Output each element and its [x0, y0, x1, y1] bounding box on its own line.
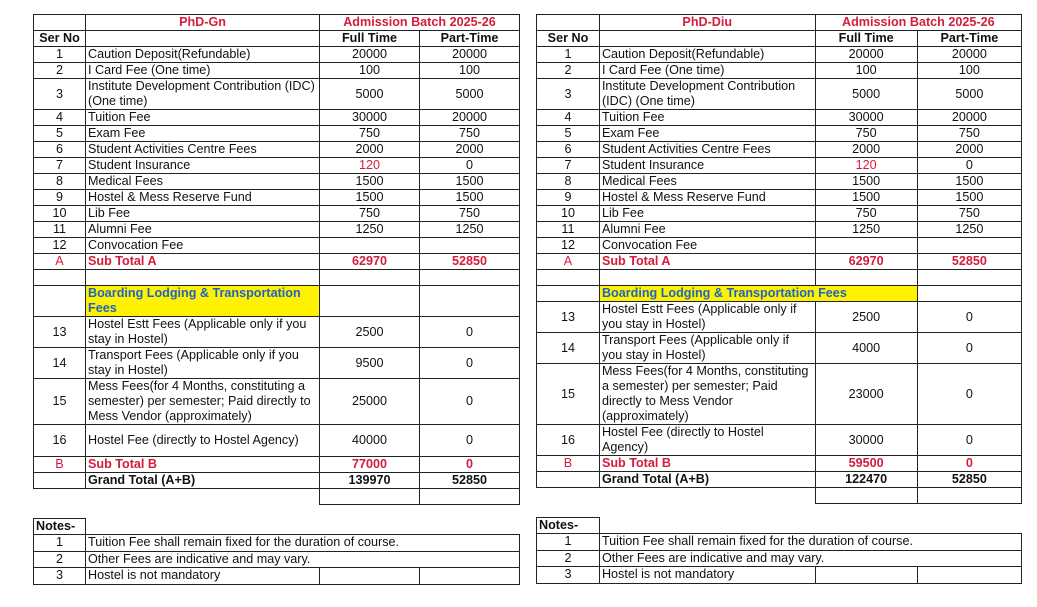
header-row: [537, 31, 1022, 47]
table-row: [34, 63, 520, 79]
note-text: Tuition Fee shall remain fixed for the duration of course.: [599, 534, 1021, 551]
ser-cell: 1: [34, 47, 86, 63]
subtotal-a-full-time: 62970: [320, 254, 420, 270]
note-ser: 1: [537, 534, 600, 551]
ser-cell: 16: [537, 425, 600, 456]
full-time-cell: 100: [320, 63, 420, 79]
full-time-cell: 120: [815, 158, 917, 174]
grand-total-label: Grand Total (A+B): [86, 473, 320, 489]
notes-table: [536, 517, 1022, 584]
ser-cell: 15: [34, 379, 86, 425]
notes-header-row: [537, 517, 1022, 534]
section-b-title: Boarding Lodging & Transportation Fees: [599, 286, 917, 302]
ser-cell: 10: [537, 206, 600, 222]
title-row: [537, 15, 1022, 31]
table-row: [34, 47, 520, 63]
subtotal-a-label: Sub Total A: [86, 254, 320, 270]
notes-title: Notes-: [34, 518, 86, 535]
desc-cell: I Card Fee (One time): [86, 63, 320, 79]
desc-cell: Hostel Estt Fees (Applicable only if you stay in Hostel): [599, 302, 815, 333]
table-row: [34, 348, 520, 379]
desc-cell: Hostel Fee (directly to Hostel Agency): [599, 425, 815, 456]
full-time-cell: 100: [815, 63, 917, 79]
part-time-cell: 0: [420, 379, 520, 425]
part-time-cell: 1250: [420, 222, 520, 238]
table-row: [537, 222, 1022, 238]
part-time-cell: 20000: [917, 110, 1021, 126]
notes-table: [33, 518, 520, 585]
table-row: [537, 63, 1022, 79]
subtotal-a-row: [537, 254, 1022, 270]
ser-cell: 11: [537, 222, 600, 238]
section-b-header-row: [34, 286, 520, 317]
grand-total-part-time: 52850: [917, 472, 1021, 488]
full-time-cell: 5000: [815, 79, 917, 110]
subtotal-a-part-time: 52850: [917, 254, 1021, 270]
table-row: [34, 79, 520, 110]
note-text: Tuition Fee shall remain fixed for the duration of course.: [86, 535, 520, 552]
subtotal-b-full-time: 77000: [320, 457, 420, 473]
desc-cell: Convocation Fee: [86, 238, 320, 254]
ser-no-header: Ser No: [537, 31, 600, 47]
desc-cell: Tuition Fee: [599, 110, 815, 126]
full-time-cell: 1500: [320, 174, 420, 190]
ser-cell: 15: [537, 364, 600, 425]
part-time-cell: 750: [917, 126, 1021, 142]
section-b-header-row: [537, 286, 1022, 302]
desc-cell: Lib Fee: [599, 206, 815, 222]
grand-total-row: [34, 473, 520, 489]
batch-title: Admission Batch 2025-26: [815, 15, 1021, 31]
desc-cell: Convocation Fee: [599, 238, 815, 254]
table-row: [34, 206, 520, 222]
table-row: [537, 238, 1022, 254]
program-title: PhD-Diu: [599, 15, 815, 31]
subtotal-a-part-time: 52850: [420, 254, 520, 270]
part-time-cell: 1500: [420, 174, 520, 190]
trailing-row: [34, 489, 520, 505]
table-row: [537, 333, 1022, 364]
table-row: [537, 110, 1022, 126]
full-time-cell: 40000: [320, 425, 420, 457]
full-time-cell: 30000: [815, 110, 917, 126]
desc-cell: Hostel Fee (directly to Hostel Agency): [86, 425, 320, 457]
part-time-cell: 2000: [917, 142, 1021, 158]
ser-cell: 16: [34, 425, 86, 457]
table-row: [34, 238, 520, 254]
part-time-cell: 750: [420, 126, 520, 142]
note-text: Hostel is not mandatory: [599, 567, 815, 584]
full-time-header: Full Time: [815, 31, 917, 47]
table-row: [34, 174, 520, 190]
full-time-cell: 2000: [320, 142, 420, 158]
table-row: [34, 425, 520, 457]
batch-title: Admission Batch 2025-26: [320, 15, 520, 31]
full-time-cell: [815, 238, 917, 254]
full-time-cell: 2000: [815, 142, 917, 158]
note-text: Hostel is not mandatory: [86, 568, 320, 585]
table-row: [537, 425, 1022, 456]
ser-cell: 14: [537, 333, 600, 364]
full-time-header: Full Time: [320, 31, 420, 47]
desc-cell: Student Insurance: [599, 158, 815, 174]
desc-cell: Hostel Estt Fees (Applicable only if you stay in Hostel): [86, 317, 320, 348]
part-time-header: Part-Time: [917, 31, 1021, 47]
ser-cell: 9: [537, 190, 600, 206]
note-row: [34, 551, 520, 568]
ser-cell: B: [537, 456, 600, 472]
ser-cell: 4: [34, 110, 86, 126]
note-row: [34, 568, 520, 585]
desc-cell: Mess Fees(for 4 Months, constituting a semester) per semester; Paid directly to Mess Vendor (approximately): [86, 379, 320, 425]
ser-cell: 5: [537, 126, 600, 142]
full-time-cell: 30000: [320, 110, 420, 126]
part-time-cell: 750: [917, 206, 1021, 222]
table-row: [34, 317, 520, 348]
table-row: [34, 190, 520, 206]
full-time-cell: 750: [815, 126, 917, 142]
desc-cell: Student Activities Centre Fees: [599, 142, 815, 158]
ser-cell: 12: [537, 238, 600, 254]
subtotal-a-label: Sub Total A: [599, 254, 815, 270]
desc-cell: I Card Fee (One time): [599, 63, 815, 79]
note-text: Other Fees are indicative and may vary.: [599, 550, 1021, 567]
grand-total-full-time: 122470: [815, 472, 917, 488]
spacer-row: [537, 270, 1022, 286]
desc-cell: Alumni Fee: [599, 222, 815, 238]
grand-total-row: [537, 472, 1022, 488]
ser-cell: 3: [537, 79, 600, 110]
desc-cell: Medical Fees: [599, 174, 815, 190]
note-text: Other Fees are indicative and may vary.: [86, 551, 520, 568]
trailing-row: [537, 488, 1022, 504]
ser-cell: B: [34, 457, 86, 473]
ser-cell: 13: [537, 302, 600, 333]
part-time-cell: 1500: [420, 190, 520, 206]
desc-cell: Institute Development Contribution (IDC) (One time): [86, 79, 320, 110]
full-time-cell: 4000: [815, 333, 917, 364]
table-row: [537, 302, 1022, 333]
table-row: [34, 126, 520, 142]
table-row: [537, 142, 1022, 158]
part-time-cell: 20000: [420, 47, 520, 63]
table-row: [537, 206, 1022, 222]
desc-cell: Exam Fee: [599, 126, 815, 142]
note-row: [537, 534, 1022, 551]
table-row: [34, 222, 520, 238]
table-row: [537, 79, 1022, 110]
note-row: [537, 550, 1022, 567]
subtotal-b-row: [34, 457, 520, 473]
part-time-cell: 20000: [420, 110, 520, 126]
full-time-cell: 1250: [815, 222, 917, 238]
fee-table: [536, 14, 1022, 504]
ser-cell: 2: [537, 63, 600, 79]
grand-total-part-time: 52850: [420, 473, 520, 489]
full-time-cell: 9500: [320, 348, 420, 379]
full-time-cell: 25000: [320, 379, 420, 425]
ser-cell: 4: [537, 110, 600, 126]
subtotal-b-part-time: 0: [420, 457, 520, 473]
subtotal-a-row: [34, 254, 520, 270]
full-time-cell: 750: [320, 126, 420, 142]
ser-cell: 9: [34, 190, 86, 206]
full-time-cell: 1500: [320, 190, 420, 206]
notes-title: Notes-: [537, 517, 600, 534]
note-ser: 2: [34, 551, 86, 568]
table-row: [537, 364, 1022, 425]
desc-cell: Hostel & Mess Reserve Fund: [599, 190, 815, 206]
table-row: [537, 126, 1022, 142]
desc-cell: Institute Development Contribution (IDC) (One time): [599, 79, 815, 110]
ser-cell: 2: [34, 63, 86, 79]
desc-cell: Tuition Fee: [86, 110, 320, 126]
full-time-cell: 20000: [815, 47, 917, 63]
part-time-header: Part-Time: [420, 31, 520, 47]
subtotal-a-full-time: 62970: [815, 254, 917, 270]
table-row: [537, 47, 1022, 63]
desc-cell: Exam Fee: [86, 126, 320, 142]
part-time-cell: 0: [917, 425, 1021, 456]
ser-cell: 3: [34, 79, 86, 110]
subtotal-b-part-time: 0: [917, 456, 1021, 472]
part-time-cell: 1500: [917, 190, 1021, 206]
ser-no-header: Ser No: [34, 31, 86, 47]
part-time-cell: [917, 238, 1021, 254]
table-row: [34, 110, 520, 126]
ser-cell: 1: [537, 47, 600, 63]
table-row: [537, 190, 1022, 206]
ser-cell: 12: [34, 238, 86, 254]
full-time-cell: 2500: [815, 302, 917, 333]
table-row: [34, 379, 520, 425]
note-ser: 1: [34, 535, 86, 552]
desc-cell: Caution Deposit(Refundable): [86, 47, 320, 63]
part-time-cell: 100: [420, 63, 520, 79]
full-time-cell: 750: [320, 206, 420, 222]
full-time-cell: [320, 238, 420, 254]
subtotal-b-row: [537, 456, 1022, 472]
desc-cell: Student Activities Centre Fees: [86, 142, 320, 158]
part-time-cell: 0: [917, 364, 1021, 425]
note-row: [34, 535, 520, 552]
subtotal-b-label: Sub Total B: [86, 457, 320, 473]
section-b-title: Boarding Lodging & Transportation Fees: [86, 286, 320, 317]
full-time-cell: 1500: [815, 174, 917, 190]
table-row: [34, 142, 520, 158]
part-time-cell: 5000: [420, 79, 520, 110]
part-time-cell: 0: [917, 333, 1021, 364]
desc-cell: Alumni Fee: [86, 222, 320, 238]
ser-cell: 10: [34, 206, 86, 222]
spacer-row: [34, 270, 520, 286]
grand-total-full-time: 139970: [320, 473, 420, 489]
full-time-cell: 23000: [815, 364, 917, 425]
full-time-cell: 20000: [320, 47, 420, 63]
fee-table: [33, 14, 520, 505]
part-time-cell: 100: [917, 63, 1021, 79]
ser-cell: 6: [34, 142, 86, 158]
part-time-cell: 0: [917, 158, 1021, 174]
part-time-cell: 750: [420, 206, 520, 222]
ser-cell: 7: [537, 158, 600, 174]
part-time-cell: 2000: [420, 142, 520, 158]
note-ser: 3: [34, 568, 86, 585]
full-time-cell: 30000: [815, 425, 917, 456]
full-time-cell: 750: [815, 206, 917, 222]
desc-cell: Transport Fees (Applicable only if you stay in Hostel): [86, 348, 320, 379]
ser-cell: 8: [537, 174, 600, 190]
header-row: [34, 31, 520, 47]
table-row: [34, 158, 520, 174]
desc-cell: Medical Fees: [86, 174, 320, 190]
full-time-cell: 120: [320, 158, 420, 174]
part-time-cell: 5000: [917, 79, 1021, 110]
fee-panel-phd-gn: [33, 14, 519, 585]
part-time-cell: 0: [420, 348, 520, 379]
desc-cell: Hostel & Mess Reserve Fund: [86, 190, 320, 206]
note-row: [537, 567, 1022, 584]
desc-cell: Transport Fees (Applicable only if you stay in Hostel): [599, 333, 815, 364]
ser-cell: 5: [34, 126, 86, 142]
full-time-cell: 1250: [320, 222, 420, 238]
desc-cell: Lib Fee: [86, 206, 320, 222]
desc-cell: Mess Fees(for 4 Months, constituting a semester) per semester; Paid directly to Mess Vendor (approximately): [599, 364, 815, 425]
notes-header-row: [34, 518, 520, 535]
part-time-cell: 1500: [917, 174, 1021, 190]
subtotal-b-full-time: 59500: [815, 456, 917, 472]
part-time-cell: 0: [420, 158, 520, 174]
title-row: [34, 15, 520, 31]
part-time-cell: [420, 238, 520, 254]
note-ser: 2: [537, 550, 600, 567]
ser-cell: 11: [34, 222, 86, 238]
ser-cell: 13: [34, 317, 86, 348]
fee-panel-phd-diu: [536, 14, 1022, 584]
part-time-cell: 0: [420, 317, 520, 348]
part-time-cell: 20000: [917, 47, 1021, 63]
ser-cell: 14: [34, 348, 86, 379]
full-time-cell: 1500: [815, 190, 917, 206]
ser-cell: A: [537, 254, 600, 270]
full-time-cell: 5000: [320, 79, 420, 110]
grand-total-label: Grand Total (A+B): [599, 472, 815, 488]
table-row: [537, 158, 1022, 174]
ser-cell: A: [34, 254, 86, 270]
full-time-cell: 2500: [320, 317, 420, 348]
part-time-cell: 0: [420, 425, 520, 457]
ser-cell: 7: [34, 158, 86, 174]
note-ser: 3: [537, 567, 600, 584]
desc-cell: Caution Deposit(Refundable): [599, 47, 815, 63]
subtotal-b-label: Sub Total B: [599, 456, 815, 472]
program-title: PhD-Gn: [86, 15, 320, 31]
ser-cell: 6: [537, 142, 600, 158]
table-row: [537, 174, 1022, 190]
part-time-cell: 0: [917, 302, 1021, 333]
ser-cell: 8: [34, 174, 86, 190]
desc-cell: Student Insurance: [86, 158, 320, 174]
part-time-cell: 1250: [917, 222, 1021, 238]
